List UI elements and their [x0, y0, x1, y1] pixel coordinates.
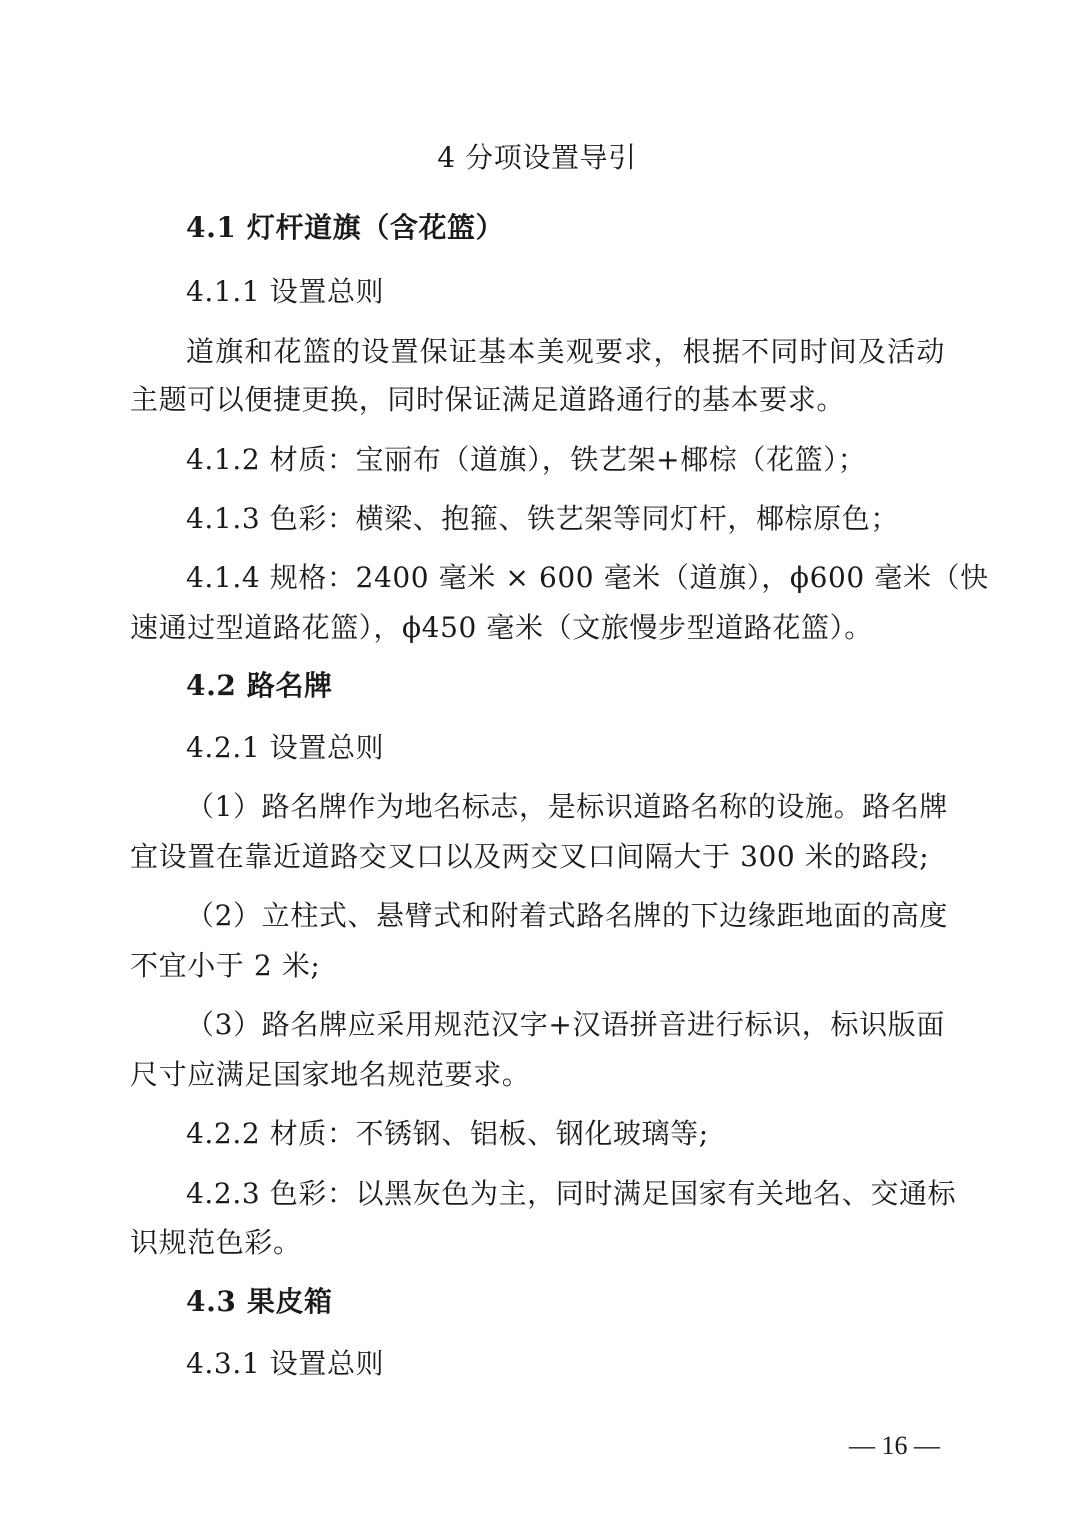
subsection-4-1-4: 4.1.4 规格：2400 毫米 × 600 毫米（道旗），ϕ600 毫米（快 — [186, 561, 989, 594]
subsection-4-1-1: 4.1.1 设置总则 — [186, 275, 385, 308]
paragraph-line: 道旗和花篮的设置保证基本美观要求，根据不同时间及活动 — [186, 335, 945, 368]
section-4-2-heading: 4.2 路名牌 — [186, 669, 333, 702]
list-item-2: （2）立柱式、悬臂式和附着式路名牌的下边缘距地面的高度 — [186, 899, 949, 932]
paragraph-line: 速通过型道路花篮），ϕ450 毫米（文旅慢步型道路花篮）。 — [130, 611, 873, 644]
paragraph-line: 不宜小于 2 米; — [130, 949, 321, 982]
subsection-4-3-1: 4.3.1 设置总则 — [186, 1347, 385, 1380]
page-number: — 16 — — [849, 1431, 940, 1460]
subsection-4-1-3: 4.1.3 色彩：横梁、抱箍、铁艺架等同灯杆，椰棕原色； — [186, 502, 899, 535]
subsection-4-2-3: 4.2.3 色彩：以黑灰色为主，同时满足国家有关地名、交通标 — [186, 1177, 957, 1210]
paragraph-line: 尺寸应满足国家地名规范要求。 — [130, 1058, 531, 1091]
subsection-4-1-2: 4.1.2 材质：宝丽布（道旗），铁艺架+椰棕（花篮）； — [186, 443, 867, 476]
paragraph-line: 宜设置在靠近道路交叉口以及两交叉口间隔大于 300 米的路段; — [130, 840, 930, 873]
chapter-title: 4 分项设置导引 — [437, 141, 637, 174]
paragraph-line: 主题可以便捷更换，同时保证满足道路通行的基本要求。 — [130, 383, 846, 416]
subsection-4-2-2: 4.2.2 材质：不锈钢、铝板、钢化玻璃等; — [186, 1117, 709, 1150]
section-4-1-heading: 4.1 灯杆道旗（含花篮） — [186, 211, 505, 244]
list-item-3: （3）路名牌应采用规范汉字+汉语拼音进行标识，标识版面 — [186, 1008, 945, 1041]
subsection-4-2-1: 4.2.1 设置总则 — [186, 731, 385, 764]
section-4-3-heading: 4.3 果皮箱 — [186, 1285, 333, 1318]
paragraph-line: 识规范色彩。 — [130, 1226, 302, 1259]
list-item-1: （1）路名牌作为地名标志，是标识道路名称的设施。路名牌 — [186, 790, 949, 823]
